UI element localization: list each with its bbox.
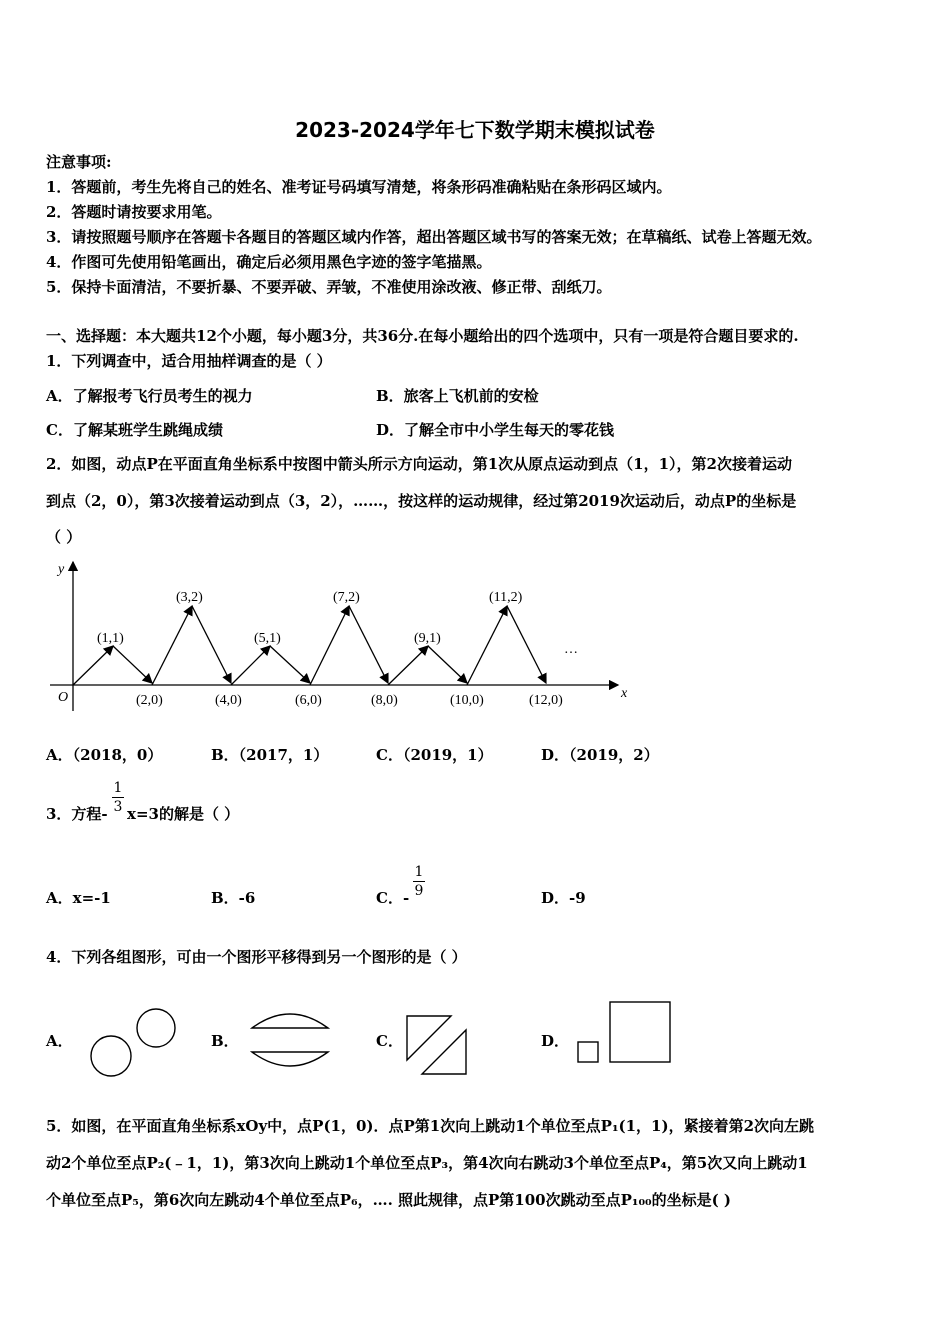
point-label-7-2: (7,2)	[333, 590, 360, 605]
notice-heading: 注意事项:	[46, 153, 112, 171]
q2-line-3: （ ）	[46, 528, 82, 546]
notice-item-3: 3．请按照题号顺序在答题卡各题目的答题区域内作答，超出答题区域书写的答案无效；在草稿纸、试卷上答题无效。	[46, 228, 822, 246]
q2-line-2: 到点（2，0），第3次接着运动到点（3，2），……，按这样的运动规律，经过第2019次运动后，动点P的坐标是	[46, 492, 797, 510]
notice-item-5: 5．保持卡面清洁，不要折暴、不要弄破、弄皱，不准使用涂改液、修正带、刮纸刀。	[46, 278, 612, 296]
point-label-10-0: (10,0)	[450, 693, 484, 708]
q3-option-d: D．-9	[541, 889, 586, 907]
q2-line-1: 2．如图，动点P在平面直角坐标系中按图中箭头所示方向运动，第1次从原点运动到点（1，1），第2次接着运动	[46, 455, 792, 473]
q3-option-b: B．-6	[211, 889, 256, 907]
q3-option-c-denominator: 9	[414, 883, 424, 899]
q1-option-d: D．了解全市中小学生每天的零花钱	[376, 421, 615, 439]
q3-fraction-denominator: 3	[113, 799, 123, 815]
q4-option-c-label: C．	[376, 1032, 403, 1050]
q2-option-b: B．（2017，1）	[211, 746, 329, 764]
q5-line-2: 动2个单位至点P₂(﹣1，1)，第3次向上跳动1个单位至点P₃，第4次向右跳动3个单位至点P₄，第5次又向上跳动1	[46, 1154, 808, 1172]
q3-prefix: 3．方程-	[46, 805, 108, 823]
notice-item-2: 2．答题时请按要求用笔。	[46, 203, 222, 221]
q3-option-c-prefix: C．-	[376, 889, 410, 907]
point-label-4-0: (4,0)	[215, 693, 242, 708]
point-label-8-0: (8,0)	[371, 693, 398, 708]
q4-option-d-label: D．	[541, 1032, 570, 1050]
y-axis-label: y	[58, 562, 65, 577]
point-label-2-0: (2,0)	[136, 693, 163, 708]
q1-option-b: B．旅客上飞机前的安检	[376, 387, 539, 405]
point-label-12-0: (12,0)	[529, 693, 563, 708]
q3-fraction	[112, 780, 124, 815]
q1-option-c: C．了解某班学生跳绳成绩	[46, 421, 223, 439]
q4-option-c-triangles	[403, 1012, 473, 1078]
q3-option-a: A．x=-1	[46, 889, 111, 907]
q2-option-d: D．（2019，2）	[541, 746, 659, 764]
notice-item-4: 4．作图可先使用铅笔画出，确定后必须用黑色字迹的签字笔描黑。	[46, 253, 492, 271]
page-title: 2023-2024学年七下数学期末模拟试卷	[295, 118, 655, 142]
q5-line-1: 5．如图，在平面直角坐标系xOy中，点P(1，0)．点P第1次向上跳动1个单位至点P₁(1，1)，紧接着第2次向左跳	[46, 1117, 815, 1135]
point-label-5-1: (5,1)	[254, 631, 281, 646]
q5-line-3: 个单位至点P₅，第6次向左跳动4个单位至点P₆，…. 照此规律，点P第100次跳动至点P₁₀₀的坐标是( )	[46, 1191, 732, 1209]
q1-option-a: A．了解报考飞行员考生的视力	[46, 387, 253, 405]
notice-item-1: 1．答题前，考生先将自己的姓名、准考证号码填写清楚，将条形码准确粘贴在条形码区域内。	[46, 178, 672, 196]
q4-option-a-circles	[86, 1004, 182, 1082]
point-label-6-0: (6,0)	[295, 693, 322, 708]
point-label-1-1: (1,1)	[97, 631, 124, 646]
q1-stem: 1．下列调查中，适合用抽样调查的是（ ）	[46, 352, 332, 370]
q4-option-a-label: A．	[46, 1032, 73, 1050]
graph-ellipsis: …	[564, 642, 578, 657]
point-label-3-2: (3,2)	[176, 590, 203, 605]
q3-option-c-fraction	[413, 864, 425, 899]
q3-option-c-numerator: 1	[414, 864, 424, 880]
section-heading: 一、选择题：本大题共12个小题，每小题3分，共36分.在每小题给出的四个选项中，只有一项是符合题目要求的.	[46, 327, 799, 345]
origin-label: O	[58, 690, 69, 705]
point-label-9-1: (9,1)	[414, 631, 441, 646]
q3-fraction-numerator: 1	[113, 780, 123, 796]
q4-option-b-label: B．	[211, 1032, 239, 1050]
q4-option-d-squares	[574, 998, 676, 1066]
point-label-11-2: (11,2)	[489, 590, 523, 605]
q4-option-b-segments	[248, 1004, 334, 1076]
x-axis-label: x	[621, 686, 628, 701]
q2-option-a: A．（2018，0）	[46, 746, 163, 764]
q3-suffix: x=3的解是（ ）	[127, 805, 240, 823]
q2-option-c: C．（2019，1）	[376, 746, 493, 764]
q4-stem: 4．下列各组图形，可由一个图形平移得到另一个图形的是（ ）	[46, 948, 467, 966]
q2-coordinate-graph	[44, 556, 644, 716]
